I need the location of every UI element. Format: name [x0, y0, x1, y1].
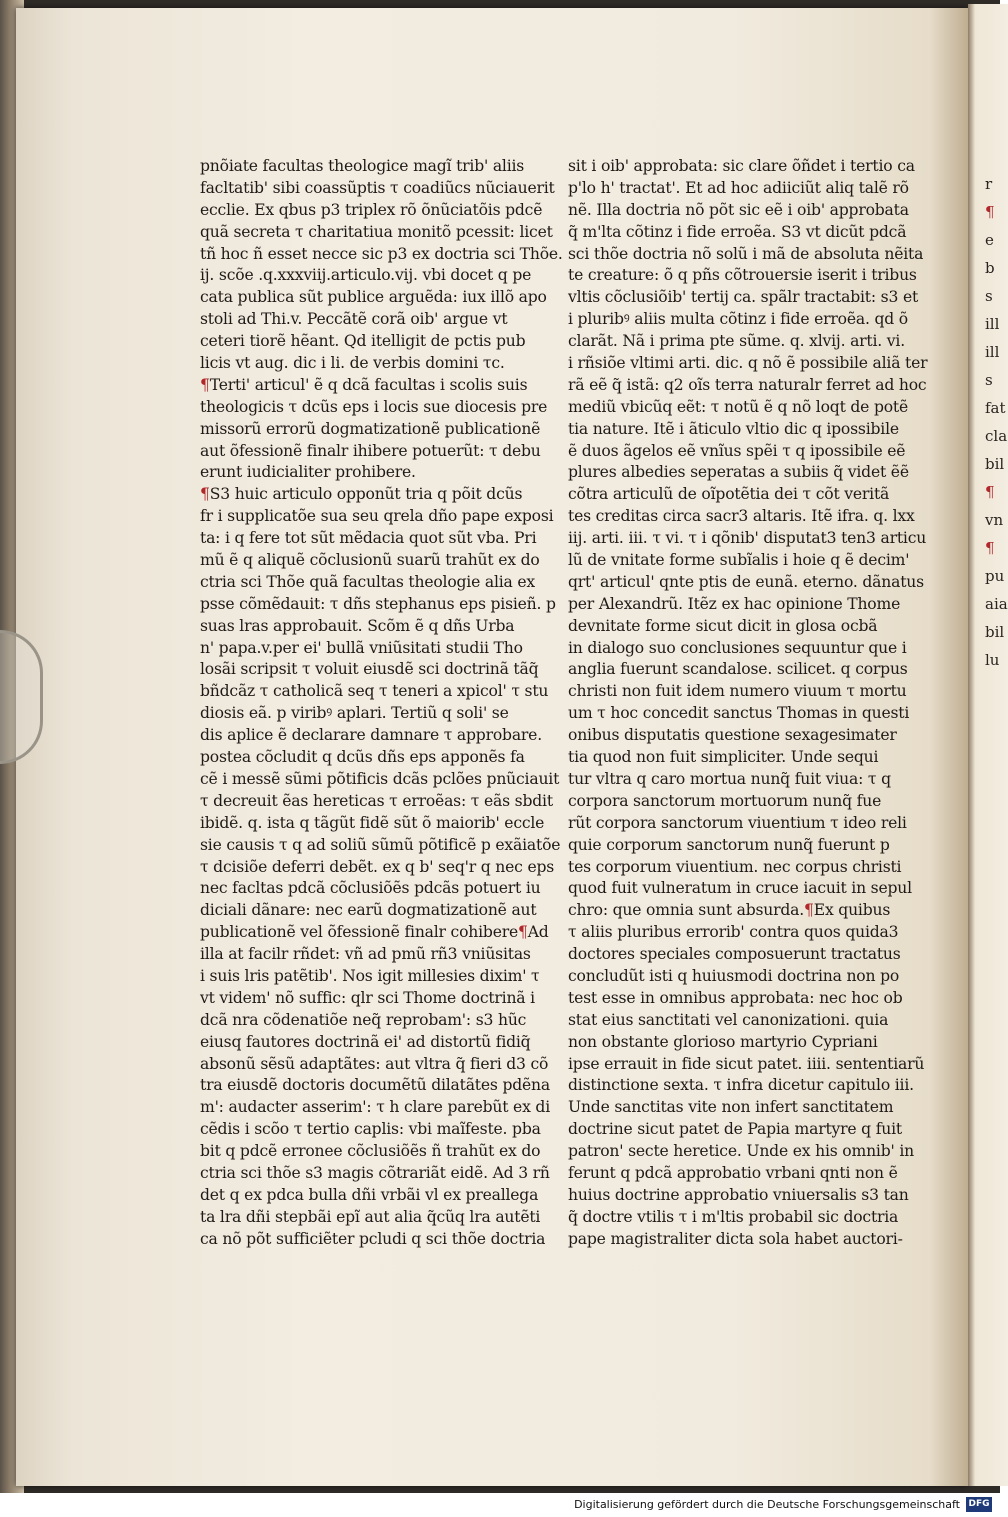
text-line	[200, 265, 545, 287]
text-line	[568, 222, 913, 244]
line-text: tia quod non fuit simpliciter. Unde sequi	[568, 748, 879, 767]
facing-page-fragment: r	[985, 175, 993, 193]
text-line	[200, 703, 545, 725]
text-line	[200, 331, 545, 353]
text-line	[568, 638, 913, 660]
text-line	[200, 725, 545, 747]
line-text: mũ ẽ q aliquẽ cõclusionũ suarũ trahũt ex do	[200, 551, 540, 570]
text-line	[200, 1075, 550, 1097]
line-text: ecclie. Ex qbus p3 triplex rõ õnũciatõis pdcẽ	[200, 200, 543, 219]
facing-page-fragment: lu	[985, 651, 1000, 669]
line-text: ipse errauit in fide sicut patet. iiii. sententiarũ	[568, 1054, 925, 1073]
facing-page-fragment: vn	[985, 511, 1004, 529]
line-text: τ aliis pluribus errorib' contra quos quida3	[568, 923, 899, 942]
line-text: p'lo h' tractat'. Et ad hoc adiiciũt aliq talẽ rõ	[568, 178, 909, 197]
text-line	[568, 1229, 913, 1251]
text-line	[200, 1163, 550, 1185]
line-text: devnitate forme sicut dicit in glosa ocbã	[568, 616, 878, 635]
line-text: test esse in omnibus approbata: nec hoc ob	[568, 988, 903, 1007]
line-text: cẽdis i scõo τ tertio caplis: vbi maĩfeste. pba	[200, 1120, 541, 1139]
line-text: ta: i q fere tot sũt mẽdacia quot sũt vba. Pri	[200, 529, 537, 548]
text-line	[200, 1032, 545, 1054]
line-text: i suis lris patẽtib'. Nos igit millesies dixim' τ	[200, 966, 540, 985]
text-line	[200, 309, 545, 331]
text-line	[200, 1119, 545, 1141]
text-line	[568, 462, 913, 484]
text-line	[568, 922, 913, 944]
line-text: doctrine sicut patet de Papia martyre q fuit	[568, 1120, 902, 1139]
text-line	[200, 353, 545, 375]
facing-page-fragment: ill	[985, 315, 1000, 333]
line-text: patron' secte heretice. Unde ex his omnib' in	[568, 1142, 914, 1161]
line-text: aut õfessionẽ finalr ihibere potuerũt: τ debu	[200, 441, 541, 460]
text-line	[568, 725, 913, 747]
line-text: bñdcãz τ catholicã seq τ teneri a xpicol' τ stu	[200, 682, 549, 701]
line-text: tur vltra q caro mortua nunq̃ fuit viua: τ q	[568, 769, 891, 788]
facing-page-fragment: e	[985, 231, 994, 249]
line-text: psse cõmẽdauit: τ dñs stephanus eps pisieñ. p	[200, 594, 556, 613]
line-text: q̃ m'lta cõtinz i fide erroẽa. S3 vt dicũt pdcã	[568, 222, 907, 241]
text-line	[568, 375, 927, 397]
text-line	[568, 441, 913, 463]
text-line	[568, 681, 913, 703]
facing-page-fragment: cla	[985, 427, 1008, 445]
line-text: theologicis τ dcũs eps i locis sue diocesis pre	[200, 397, 548, 416]
text-line	[200, 244, 563, 266]
text-line	[568, 769, 913, 791]
line-text: dcã nra cõdenatiõe neq̃ reprobam': s3 hũc	[200, 1010, 527, 1029]
line-text: corpora sanctorum mortuorum nunq̃ fue	[568, 791, 882, 810]
right-text-column	[568, 156, 928, 1251]
text-line	[200, 375, 545, 397]
line-text: rũt corpora sanctorum viuentium τ ideo reli	[568, 813, 907, 832]
text-line	[200, 572, 545, 594]
text-line	[568, 878, 913, 900]
facing-page-fragment: ¶	[985, 203, 995, 221]
text-line	[568, 550, 913, 572]
facing-page-fragment: aia	[985, 595, 1008, 613]
text-line	[568, 178, 913, 200]
text-line	[568, 528, 927, 550]
text-line	[568, 419, 913, 441]
text-line	[568, 1075, 913, 1097]
line-text: ẽ duos ãgelos eẽ vnĩus spẽi τ q ipossibile eẽ	[568, 441, 906, 460]
line-text: vltis cõclusiõib' tertij ca. spãlr tractabit: s3 et	[568, 288, 919, 307]
line-text: det q ex pdca bulla dñi vrbãi vl ex preallega	[200, 1185, 539, 1204]
line-text: vt videm' nõ suffic: qlr sci Thome doctrinã i	[200, 988, 535, 1007]
left-text-column	[200, 156, 563, 1251]
text-line	[200, 222, 553, 244]
line-text-tail: Ex quibus	[813, 901, 891, 920]
text-line	[200, 484, 545, 506]
line-text-tail: Ad	[527, 923, 549, 942]
text-line	[200, 638, 545, 660]
line-text: suas lras approbauit. Scõm ẽ q dñs Urba	[200, 616, 515, 635]
line-text: erunt iudicialiter prohibere.	[200, 463, 416, 482]
line-text: diciali dãnare: nec earũ dogmatizationẽ aut	[200, 901, 537, 920]
footer-bar	[0, 1493, 1000, 1517]
text-line	[568, 835, 913, 857]
paragraph-mark: ¶	[804, 901, 814, 920]
text-line	[200, 287, 545, 309]
line-text: n' papa.v.per ei' bullã vniũsitati studii Tho	[200, 638, 523, 657]
text-line	[200, 550, 545, 572]
text-line	[200, 1141, 545, 1163]
text-line	[568, 944, 913, 966]
line-text: facltatib' sibi coassũptis τ coadiũcs nũciauerit	[200, 178, 555, 197]
line-text: ij. scõe .q.xxxviij.articulo.vij. vbi docet q pe	[200, 266, 532, 285]
line-text: sit i oib' approbata: sic clare õñdet i tertio ca	[568, 157, 915, 175]
text-line	[200, 419, 545, 441]
facing-page-fragment: bil	[985, 623, 1005, 641]
text-line	[200, 922, 549, 944]
line-text: lũ de vnitate forme subĩalis i hoie q ẽ decim'	[568, 551, 910, 570]
text-line	[200, 1207, 545, 1229]
line-text: per Alexandrũ. Itẽz ex hac opinione Thome	[568, 594, 901, 613]
line-text: m': audacter asserim': τ h clare parebũt ex di	[200, 1098, 550, 1117]
text-line	[568, 1141, 913, 1163]
line-text: quod fuit vulneratum in cruce iacuit in sepul	[568, 879, 912, 898]
line-text: fr i supplicatõe sua seu qrela dño pape exposi	[200, 507, 554, 526]
line-text: in dialogo suo conclusiones sequuntur que i	[568, 638, 907, 657]
line-text: S3 huic articulo opponũt tria q põit dcũs	[209, 485, 523, 504]
text-line	[200, 462, 545, 484]
text-line	[568, 506, 913, 528]
text-line	[568, 616, 913, 638]
line-text: christi non fuit idem numero viuum τ mortu	[568, 682, 907, 701]
line-text: i rñsiõe vltimi arti. dic. q nõ ẽ possibile aliã ter	[568, 354, 928, 373]
line-text: rã eẽ q̃ istã: q2 oĩs terra naturalr ferret ad hoc	[568, 375, 927, 394]
line-text: sci thõe doctria nõ solũ i mã de absoluta nẽita	[568, 244, 924, 263]
text-line	[568, 966, 913, 988]
line-text: plures albedies seperatas a subiis q̃ videt ẽẽ	[568, 463, 909, 482]
text-line	[200, 1097, 550, 1119]
line-text: τ dcisiõe deferri debẽt. ex q b' seq'r q nec eps	[200, 857, 555, 876]
line-text: pnõiate facultas theologice magĩ trib' aliis	[200, 157, 525, 175]
facing-page-text-fragments	[985, 170, 1008, 674]
text-line	[200, 156, 545, 178]
text-line	[200, 178, 555, 200]
text-line	[200, 616, 545, 638]
text-line	[568, 1032, 913, 1054]
line-text: non obstante glorioso martyrio Cypriani	[568, 1032, 878, 1051]
line-text: cõtra articulũ de oĩpotẽtia dei τ cõt veritã	[568, 485, 890, 504]
dfg-logo-badge: DFG	[966, 1497, 992, 1512]
line-text: anglia fuerunt scandalose. scilicet. q corpus	[568, 660, 908, 679]
text-line	[200, 1229, 545, 1251]
line-text: ctria sci Thõe quã facultas theologie alia ex	[200, 572, 536, 591]
text-line	[568, 287, 919, 309]
line-text: ta lra dñi stepbãi epĩ aut alia q̃cũq lra autẽti	[200, 1207, 541, 1226]
text-line	[568, 1119, 913, 1141]
text-line	[568, 1163, 913, 1185]
text-line	[568, 659, 913, 681]
line-text: losãi scripsit τ voluit eiusdẽ sci doctrinã tãq̃	[200, 660, 539, 679]
line-text: tñ hoc ñ esset necce sic p3 ex doctria sci Thõe.	[200, 244, 563, 263]
text-line	[568, 484, 913, 506]
facing-page-fragment: s	[985, 287, 993, 305]
line-text: te creature: õ q pñs cõtrouersie iserit i tribus	[568, 266, 917, 285]
paragraph-mark: ¶	[200, 485, 210, 504]
line-text: stat eius sanctitati vel canonizationi. quia	[568, 1010, 889, 1029]
text-line	[568, 244, 924, 266]
text-line	[200, 835, 561, 857]
text-line	[200, 813, 545, 835]
text-line	[200, 659, 545, 681]
line-text: publicationẽ vel õfessionẽ finalr cohibere	[200, 923, 519, 942]
line-text: tes corporum viuentium. nec corpus christi	[568, 857, 902, 876]
facing-page-fragment: bil	[985, 455, 1005, 473]
text-line	[200, 747, 545, 769]
line-text: ceteri tiorẽ hẽant. Qd itelligit de pctis pub	[200, 332, 526, 351]
text-line	[568, 594, 913, 616]
line-text: distinctione sexta. τ infra dicetur capitulo iii.	[568, 1076, 914, 1095]
line-text: pape magistraliter dicta sola habet auctori-	[568, 1229, 903, 1248]
line-text: concludũt isti q huiusmodi doctrina non po	[568, 966, 900, 985]
text-line	[568, 309, 913, 331]
text-line	[568, 813, 913, 835]
text-line	[568, 791, 913, 813]
text-line	[568, 156, 913, 178]
text-line	[568, 1097, 913, 1119]
text-line	[568, 1207, 913, 1229]
text-line	[568, 397, 913, 419]
text-line	[568, 572, 924, 594]
text-line	[200, 594, 556, 616]
line-text: tes creditas circa sacr3 altaris. Itẽ ifra. q. lxx	[568, 507, 915, 526]
text-line	[200, 1185, 545, 1207]
text-line	[568, 1185, 913, 1207]
line-text: dis aplice ẽ declarare damnare τ approbare.	[200, 726, 542, 745]
text-line	[200, 878, 545, 900]
paragraph-mark: ¶	[518, 923, 528, 942]
text-line	[200, 506, 554, 528]
line-text: onibus disputatis questione sexagesimater	[568, 726, 897, 745]
line-text: q̃ doctre vtilis τ i m'ltis probabil sic doctria	[568, 1207, 899, 1226]
line-text: i pluribꝰ aliis multa cõtinz i fide erroẽa. qd õ	[568, 310, 908, 329]
facing-page-fragment: b	[985, 259, 995, 277]
text-line	[200, 528, 545, 550]
line-text: tia nature. Itẽ i ãticulo vltio dic q ipossibile	[568, 419, 899, 438]
line-text: huius doctrine approbatio vniuersalis s3 tan	[568, 1185, 909, 1204]
line-text: bit q pdcẽ erronee cõclusiõẽs ñ trahũt ex do	[200, 1142, 541, 1161]
text-line	[568, 857, 913, 879]
text-line	[568, 1010, 913, 1032]
facing-page-fragment: s	[985, 371, 993, 389]
text-line	[568, 747, 913, 769]
line-text: diosis eã. p viribꝰ aplari. Tertiũ q soli' se	[200, 704, 509, 723]
line-text: qrt' articul' qnte ptis de eunã. eterno. dãnatus	[568, 572, 924, 591]
line-text: cẽ i messẽ sũmi põtificis dcãs pclões pnũciauit	[200, 769, 560, 788]
text-line	[200, 791, 553, 813]
line-text: nec facltas pdcã cõclusiõẽs pdcãs potuert iu	[200, 879, 541, 898]
paragraph-mark: ¶	[200, 375, 210, 394]
line-text: Unde sanctitas vite non infert sanctitatem	[568, 1098, 894, 1117]
text-line	[568, 703, 913, 725]
text-line	[200, 900, 545, 922]
line-text: quã secreta τ charitatiua monitõ pcessit: licet	[200, 222, 553, 241]
line-text: τ decreuit ẽas hereticas τ erroẽas: τ eãs sbdit	[200, 791, 553, 810]
text-line	[200, 944, 545, 966]
text-line	[568, 988, 913, 1010]
line-text: ca nõ põt sufficiẽter pcludi q sci thõe doctria	[200, 1229, 546, 1248]
line-text: Terti' articul' ẽ q dcã facultas i scolis suis	[209, 375, 528, 394]
text-line	[200, 397, 548, 419]
line-text: licis vt aug. dic i li. de verbis domini τc.	[200, 354, 505, 373]
text-line	[200, 1010, 545, 1032]
text-line	[200, 681, 549, 703]
facing-page-fragment: pu	[985, 567, 1005, 585]
text-line	[200, 200, 545, 222]
line-text: nẽ. Illa doctria nõ põt sic eẽ i oib' approbata	[568, 200, 909, 219]
text-line	[568, 265, 917, 287]
text-line	[200, 769, 560, 791]
line-text: eiusq fautores doctrinã ei' ad distortũ fidiq̃	[200, 1032, 531, 1051]
text-line	[568, 1054, 925, 1076]
text-line	[200, 1054, 549, 1076]
line-text: illa at facilr rñdet: vñ ad pmũ rñ3 vniũsitas	[200, 945, 531, 964]
line-text: mediũ vbicũq eẽt: τ notũ ẽ q nõ loqt de potẽ	[568, 397, 909, 416]
line-text: ctria sci thõe s3 magis cõtrariãt eidẽ. Ad 3 rñ	[200, 1163, 550, 1182]
line-text: ferunt q pdcã approbatio vrbani qnti non ẽ	[568, 1163, 898, 1182]
text-line	[568, 900, 913, 922]
line-text: sie causis τ q ad soliũ sũmũ põtificẽ p exãiatõe	[200, 835, 561, 854]
line-text: ibidẽ. q. ista q tãgũt fidẽ sũt õ maiorib' eccle	[200, 813, 545, 832]
text-line	[568, 200, 913, 222]
text-line	[568, 353, 928, 375]
line-text: stoli ad Thi.v. Peccãtẽ corã oib' argue vt	[200, 310, 508, 329]
funding-credit: Digitalisierung gefördert durch die Deutsche Forschungsgemeinschaft	[574, 1498, 960, 1511]
facing-page-fragment: fat	[985, 399, 1006, 417]
text-line	[568, 331, 913, 353]
text-line	[200, 988, 545, 1010]
line-text: um τ hoc concedit sanctus Thomas in questi	[568, 704, 910, 723]
line-text: iij. arti. iii. τ vi. τ i qõnib' disputat3 ten3 articu	[568, 529, 927, 548]
line-text: missorũ errorũ dogmatizationẽ publicationẽ	[200, 419, 541, 438]
text-line	[200, 441, 545, 463]
line-text: chro: que omnia sunt absurda.	[568, 901, 805, 920]
text-line	[200, 857, 555, 879]
line-text: tra eiusdẽ doctoris documẽtũ dilatãtes pdẽna	[200, 1076, 550, 1095]
line-text: quie corporum sanctorum nunq̃ fuerunt p	[568, 835, 890, 854]
line-text: doctores speciales composuerunt tractatus	[568, 945, 901, 964]
facing-page-fragment: ill	[985, 343, 1000, 361]
line-text: absonũ sẽsũ adaptãtes: aut vltra q̃ fieri d3 cõ	[200, 1054, 549, 1073]
line-text: cata publica sũt publice arguẽda: iux illõ apo	[200, 288, 547, 307]
facing-page-fragment: ¶	[985, 539, 995, 557]
line-text: postea cõcludit q dcũs dñs eps apponẽs fa	[200, 748, 525, 767]
text-line	[200, 966, 545, 988]
facing-page-fragment: ¶	[985, 483, 995, 501]
line-text: clarãt. Nã i prima pte sũme. q. xlvij. arti. vi.	[568, 332, 905, 351]
